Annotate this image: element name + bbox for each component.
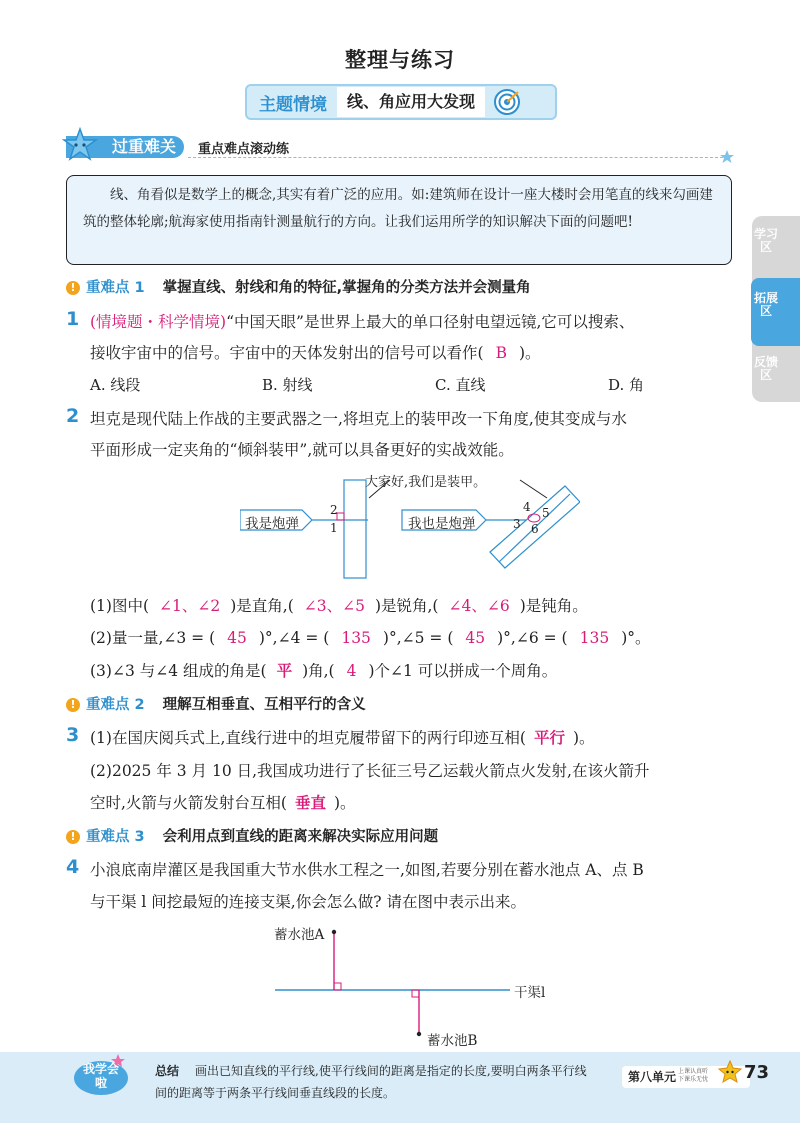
side-tab-extend[interactable]: 拓展区 — [753, 291, 778, 318]
mascot-icon — [718, 1060, 742, 1084]
small-star-icon — [720, 150, 734, 164]
angle-label-1: 1 — [330, 521, 338, 535]
answer: 45 — [465, 629, 486, 647]
key-point-text: 会利用点到直线的距离来解决实际应用问题 — [162, 829, 439, 845]
armor-bubble-text: 大家好,我们是装甲。 — [365, 475, 487, 490]
page-title: 整理与练习 — [345, 48, 455, 72]
key-point-icon: ! — [66, 281, 80, 295]
section-banner: 过重难关 — [66, 136, 184, 158]
q3-part2-line1: (2)2025 年 3 月 10 日,我国成功进行了长征三号乙运载火箭点火发射,在该火箭升 — [90, 762, 650, 780]
intro-box: 线、角看似是数学上的概念,其实有着广泛的应用。如:建筑师在设计一座大楼时会用笔直的线来勾画建筑的整体轮廓;航海家使用指南针测量航行的方向。让我们运用所学的知识解决下面的问题吧! — [66, 175, 732, 265]
q3-part1: (1)在国庆阅兵式上,直线行进中的坦克履带留下的两行印迹互相( 平行 )。 — [90, 728, 595, 747]
option-d: D. 角 — [608, 376, 645, 394]
target-icon — [493, 88, 521, 116]
question-number: 2 — [66, 405, 80, 427]
key-point-icon: ! — [66, 698, 80, 712]
q2-line1: 坦克是现代陆上作战的主要武器之一,将坦克上的装甲改一下角度,使其变成与水 — [90, 410, 627, 428]
unit-label: 第八单元 — [622, 1066, 750, 1088]
shell-label-1: 我是炮弹 — [245, 516, 299, 532]
q4-line1: 小浪底南岸灌区是我国重大节水供水工程之一,如图,若要分别在蓄水池点 A、点 B — [90, 861, 644, 879]
right-angle-mark — [337, 513, 344, 520]
footer-summary: 总结 画出已知直线的平行线,使平行线间的距离是指定的长度,要明白两条平行线间的距离等于两条平行线间垂直线段的长度。 — [155, 1064, 587, 1100]
theme-banner — [245, 84, 557, 120]
star-badge-icon — [62, 127, 98, 163]
answer: 135 — [341, 629, 371, 647]
key-point-1 — [66, 276, 531, 297]
q1-line2: 接收宇宙中的信号。宇宙中的天体发射出的信号可以看作( B )。 — [90, 344, 541, 362]
key-point-num: 重难点 2 — [86, 697, 145, 713]
point-a-label: 蓄水池A — [274, 927, 325, 943]
answer: 平行 — [533, 728, 565, 747]
answer: 垂直 — [294, 793, 326, 812]
summary-label: 总结 — [155, 1064, 180, 1078]
q2-part3: (3)∠3 与∠4 组成的角是( 平 )角,( 4 )个∠1 可以拼成一个周角。 — [90, 661, 558, 680]
answer: ∠1、∠2 — [159, 597, 221, 615]
q2-part2: (2)量一量,∠3 = ( 45 )°,∠4 = ( 135 )°,∠5 = ( 45 )°,∠6 = ( 135 )°。 — [90, 629, 651, 647]
right-angle-mark — [412, 990, 419, 997]
answer: B — [495, 344, 507, 362]
option-c: C. 直线 — [435, 376, 486, 394]
page-number: 73 — [744, 1062, 770, 1083]
q2-line2: 平面形成一定夹角的“倾斜装甲”,就可以具备更好的实战效能。 — [90, 441, 514, 459]
angle-label-5: 5 — [542, 506, 550, 520]
section-subtitle: 重点难点滚动练 — [198, 142, 290, 157]
theme-label: 主题情境 — [259, 94, 327, 115]
canal-label: 干渠l — [514, 985, 546, 1001]
option-b: B. 射线 — [262, 376, 313, 394]
q2-part1: (1)图中( ∠1、∠2 )是直角,( ∠3、∠5 )是锐角,( ∠4、∠6 )是钝角。 — [90, 597, 588, 615]
answer: ∠3、∠5 — [303, 597, 365, 615]
point-a — [332, 930, 336, 934]
answer: 45 — [227, 629, 247, 647]
question-number: 4 — [66, 856, 80, 878]
key-point-text: 掌握直线、射线和角的特征,掌握角的分类方法并会测量角 — [162, 280, 531, 296]
divider — [188, 157, 728, 158]
answer: 4 — [346, 662, 357, 680]
question-number: 1 — [66, 308, 80, 330]
key-point-num: 重难点 3 — [86, 829, 145, 845]
key-point-3 — [66, 825, 438, 846]
key-point-icon: ! — [66, 830, 80, 844]
point-b — [417, 1032, 421, 1036]
angle-label-4: 4 — [523, 500, 531, 514]
q4-line2: 与干渠 l 间挖最短的连接支渠,你会怎么做? 请在图中表示出来。 — [90, 893, 526, 911]
key-point-text: 理解互相垂直、互相平行的含义 — [162, 697, 366, 713]
shell-label-2: 我也是炮弹 — [408, 516, 476, 532]
side-tab-study[interactable]: 学习区 — [753, 227, 778, 254]
q1-tag: (情境题・科学情境) — [90, 313, 227, 331]
badge-text: 我学会啦 — [82, 1062, 119, 1090]
key-point-2 — [66, 693, 366, 714]
angle-label-6: 6 — [531, 522, 539, 536]
right-angle-mark — [334, 983, 341, 990]
side-tab-feedback[interactable]: 反馈区 — [753, 355, 778, 382]
theme-text: 线、角应用大发现 — [337, 87, 485, 117]
answer: 平 — [276, 661, 293, 680]
point-b-label: 蓄水池B — [427, 1033, 478, 1049]
angle-label-3: 3 — [513, 517, 521, 531]
key-point-num: 重难点 1 — [86, 280, 145, 296]
q1-line1: (情境题・科学情境)“中国天眼”是世界上最大的单口径射电望远镜,它可以搜索、 — [90, 313, 635, 331]
angle-label-2: 2 — [330, 503, 338, 517]
answer: ∠4、∠6 — [448, 597, 510, 615]
question-number: 3 — [66, 724, 80, 746]
option-a: A. 线段 — [90, 376, 141, 394]
q3-part2-line2: 空时,火箭与火箭发射台互相( 垂直 )。 — [90, 793, 356, 812]
unit-motto: 上课认真听 下课乐无忧 — [678, 1068, 709, 1083]
vertical-armor — [344, 480, 366, 578]
answer: 135 — [579, 629, 610, 647]
